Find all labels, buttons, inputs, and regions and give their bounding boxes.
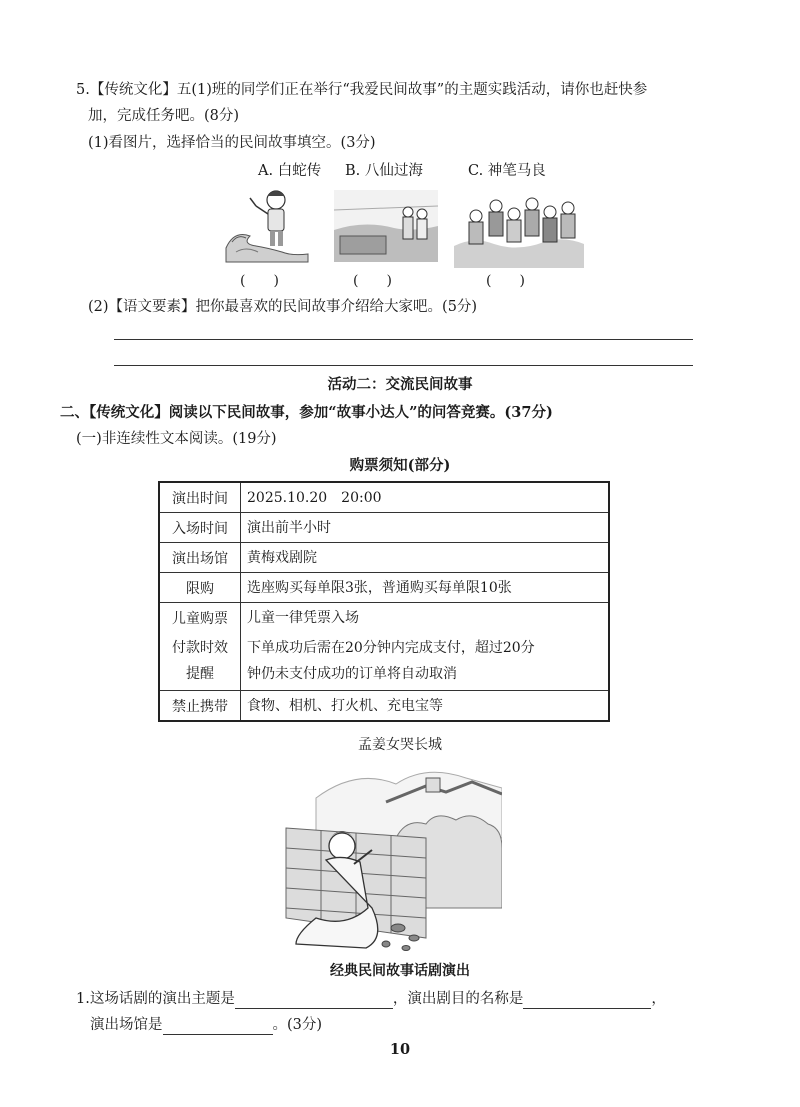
answer-paren-1[interactable]: ( ) (240, 273, 279, 289)
poster-illustration (276, 758, 502, 954)
poster-title: 孟姜女哭长城 (358, 737, 442, 753)
option-b: B. 八仙过海 (345, 163, 423, 179)
blank-theme[interactable] (235, 992, 393, 1009)
notice-value: 选座购买每单限3张，普通购买每单限10张 (241, 573, 610, 603)
table-row (159, 603, 609, 633)
section2-sub1: (一)非连续性文本阅读。(19分) (76, 431, 277, 447)
table-row (159, 632, 609, 691)
answer-paren-3[interactable]: ( ) (486, 273, 525, 289)
table-row (159, 573, 609, 603)
table-row (159, 513, 609, 543)
picture-white-snake-scene (334, 190, 438, 262)
notice-key: 入场时间 (159, 513, 241, 543)
answer-line-1[interactable] (114, 339, 693, 340)
notice-key: 演出时间 (159, 482, 241, 513)
notice-key-line1: 付款时效 (172, 640, 228, 656)
notice-value: 黄梅戏剧院 (241, 543, 610, 573)
notice-value-line2: 钟仍未支付成功的订单将自动取消 (247, 666, 457, 682)
page-number: 10 (389, 1041, 411, 1058)
q1-part1: 1.这场话剧的演出主题是 (76, 991, 235, 1007)
q5-line1: 5.【传统文化】五(1)班的同学们正在举行“我爱民间故事”的主题实践活动，请你也赶快参 (76, 82, 648, 98)
q1-part5: 。(3分) (272, 1017, 323, 1033)
table-row (159, 543, 609, 573)
table-row (159, 691, 609, 722)
notice-value: 演出前半小时 (241, 513, 610, 543)
picture-magic-brush-boy (222, 186, 314, 266)
q1-line1 (76, 989, 666, 1009)
q1-part3: ， (651, 991, 666, 1007)
answer-line-2[interactable] (114, 365, 693, 366)
q5-line2: 加，完成任务吧。(8分) (88, 108, 240, 124)
option-c: C. 神笔马良 (468, 163, 546, 179)
notice-key: 禁止携带 (159, 691, 241, 722)
notice-title: 购票须知(部分) (349, 457, 451, 474)
poster-caption: 经典民间故事话剧演出 (330, 963, 470, 979)
notice-value-payment (241, 632, 610, 691)
notice-key: 限购 (159, 573, 241, 603)
option-a: A. 白蛇传 (258, 163, 322, 179)
notice-value: 儿童一律凭票入场 (241, 603, 610, 633)
notice-key: 演出场馆 (159, 543, 241, 573)
table-row (159, 482, 609, 513)
answer-paren-2[interactable]: ( ) (353, 273, 392, 289)
notice-key-line2: 提醒 (186, 666, 214, 682)
notice-value: 2025.10.20 20:00 (241, 482, 610, 513)
notice-value-line1: 下单成功后需在20分钟内完成支付，超过20分 (247, 640, 535, 656)
blank-venue[interactable] (163, 1018, 273, 1035)
section2-title: 二、【传统文化】阅读以下民间故事，参加“故事小达人”的问答竞赛。(37分) (60, 404, 553, 421)
q1-line2 (90, 1015, 322, 1035)
ticket-notice-table (158, 481, 610, 722)
activity-title: 活动二：交流民间故事 (327, 376, 473, 393)
notice-value: 食物、相机、打火机、充电宝等 (241, 691, 610, 722)
notice-key: 儿童购票 (159, 603, 241, 633)
q1-part4: 演出场馆是 (90, 1017, 163, 1033)
q5-sub2: (2)【语文要素】把你最喜欢的民间故事介绍给大家吧。(5分) (88, 299, 478, 315)
picture-eight-immortals (454, 186, 584, 268)
q1-part2: ，演出剧目的名称是 (392, 991, 524, 1007)
notice-key-payment (159, 632, 241, 691)
blank-play-name[interactable] (523, 992, 651, 1009)
q5-sub1: (1)看图片，选择恰当的民间故事填空。(3分) (88, 135, 376, 151)
